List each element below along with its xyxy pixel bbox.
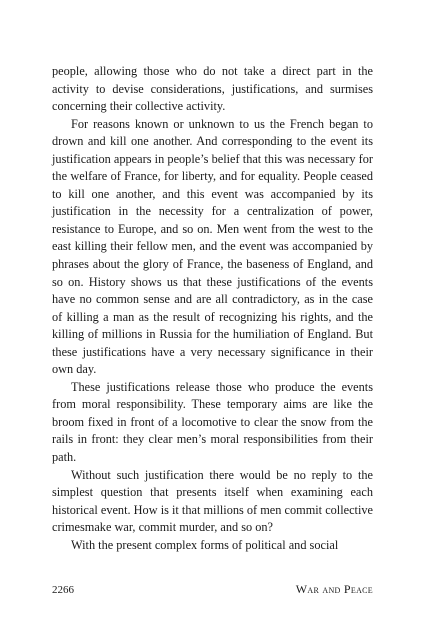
paragraph-moral-responsibility: These justifications release those who produce the events from moral responsibility. These temporary aims are like the broom fixed in front of a locomotive to clear the snow from the rails in front: they clear men’s moral responsibilities from their path. [52, 379, 373, 465]
paragraph-french-justifications: For reasons known or unknown to us the French began to drown and kill one another. And corresponding to the event its justification appears in people’s belief that this was necessary for the welfare of France, for liberty, and for equality. People ceased to kill one another, and this event was accompanied by its justification in the necessity for a centralization of power, resistance to Europe, and so on. Men went from the west to the east killing their fellow men, and the event was accompanied by phrases about the glory of France, the baseness of England, and so on. History shows us that these justifications of the events have no common sense and are all contradictory, as in the case of killing a man as the result of recognizing his rights, and the killing of millions in Russia for the humiliation of England. But these justifications have a very necessary significance in their own day. [52, 116, 373, 377]
paragraph-continued: people, allowing those who do not take a direct part in the activity to devise considerations, justifications, and surmises concerning their collective activity. [52, 64, 373, 114]
paragraph-complex-forms: With the present complex forms of political and social [71, 537, 339, 552]
page-number: 2266 [52, 584, 74, 596]
running-head: War and Peace [295, 582, 373, 596]
page-footer [52, 582, 373, 597]
page-body [52, 63, 373, 554]
paragraph-simplest-question: Without such justification there would be no reply to the simplest question that presents itself when examining each historical event. How is it that millions of men commit collective crimesmake war, commit murder, and so on? [52, 467, 373, 535]
